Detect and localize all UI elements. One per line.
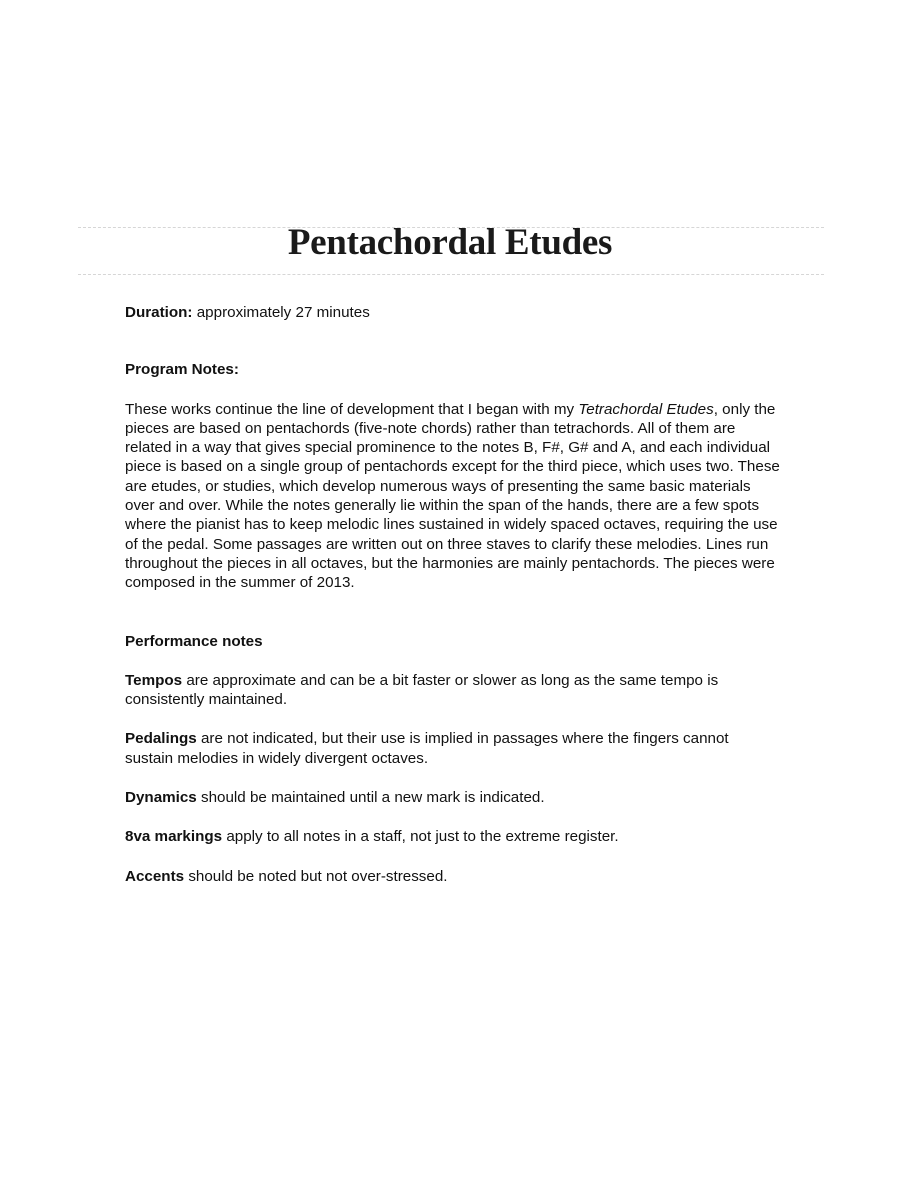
performance-note-tempos	[125, 671, 780, 710]
program-notes-text-1: These works continue the line of development that I began with my	[125, 400, 579, 418]
page-title: Pentachordal Etudes	[287, 222, 613, 263]
program-notes-heading	[125, 360, 780, 379]
duration-label: Duration:	[125, 304, 193, 321]
performance-note-accents	[125, 867, 780, 886]
duration-value: approximately 27 minutes	[196, 304, 370, 321]
note-term: Pedalings	[125, 730, 197, 748]
program-notes-body	[125, 400, 780, 593]
performance-note-pedalings	[125, 729, 780, 768]
performance-note-dynamics	[125, 788, 780, 807]
program-notes-text-2: , only the pieces are based on pentachords (five-note chords) rather than tetrachords. All of them are related in a way that gives special prominence to the notes B, F#, G# and A, and each individual piece is based on a single group of pentachords except for the third piece, which uses two. These are etudes, or studies, which develop numerous ways of presenting the same basic materials over and over. While the notes generally lie within the span of the hands, there are a few spots where the pianist has to keep melodic lines sustained in widely spaced octaves, requiring the use of the pedal. Some passages are written out on three staves to clarify these melodies. Lines run throughout the pieces in all octaves, but the harmonies are mainly pentachords. The pieces were composed in the summer of 2013.	[125, 400, 780, 592]
performance-notes-heading-text: Performance notes	[125, 632, 263, 650]
note-text: are not indicated, but their use is implied in passages where the fingers cannot sustain melodies in widely divergent octaves.	[125, 730, 729, 767]
note-term: Accents	[125, 867, 185, 885]
note-text: are approximate and can be a bit faster or slower as long as the same tempo is consistently maintained.	[125, 671, 719, 709]
program-notes-italic-title: Tetrachordal Etudes	[578, 400, 714, 418]
note-text: should be noted but not over-stressed.	[184, 867, 448, 885]
program-notes-heading-text: Program Notes:	[125, 361, 239, 379]
note-text: should be maintained until a new mark is indicated.	[196, 789, 545, 807]
duration-line	[125, 303, 780, 322]
note-term: Tempos	[125, 671, 183, 689]
note-term: 8va markings	[125, 828, 223, 846]
performance-note-8va	[125, 827, 780, 846]
title-bottom-divider	[78, 274, 824, 275]
document-body	[125, 303, 780, 886]
note-term: Dynamics	[125, 789, 197, 807]
performance-notes-heading	[125, 632, 780, 651]
note-text: apply to all notes in a staff, not just to the extreme register.	[222, 828, 619, 846]
